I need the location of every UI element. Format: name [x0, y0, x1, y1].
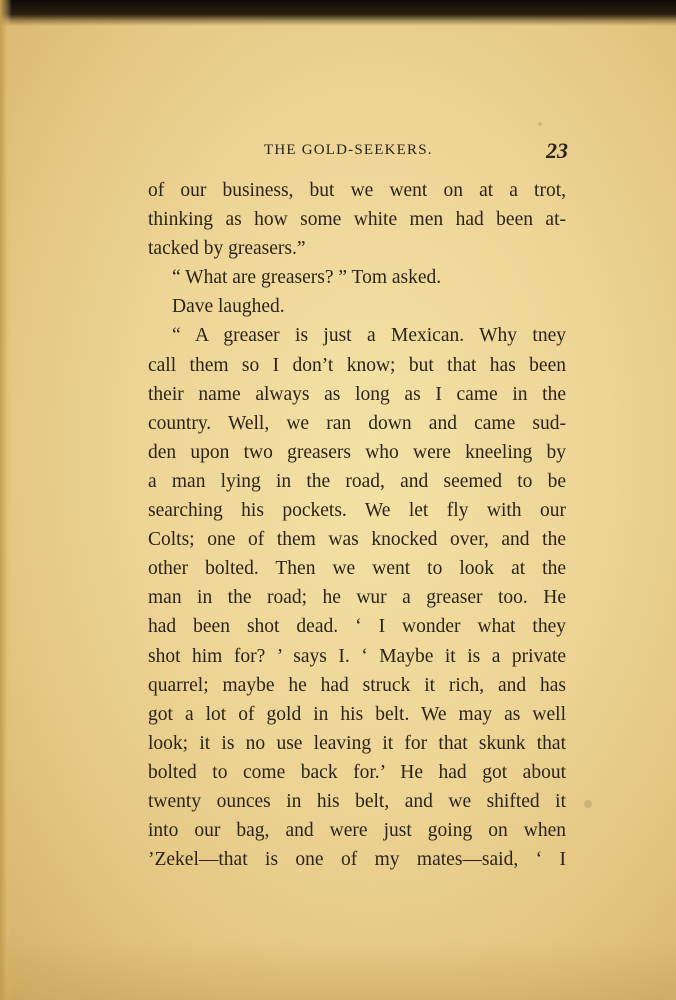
text-line: shot him for? ’ says I. ‘ Maybe it is a private [148, 645, 566, 667]
page-bottom-edge [0, 940, 676, 1000]
text-line: “ A greaser is just a Mexican. Why tney [172, 325, 566, 347]
text-line: bolted to come back for.’ He had got about [148, 761, 566, 783]
text-line: a man lying in the road, and seemed to be [148, 470, 566, 492]
text-line: of our business, but we went on at a trot, [148, 180, 566, 201]
text-line: twenty ounces in his belt, and we shifted it [148, 790, 566, 812]
text-line: country. Well, we ran down and came sud- [148, 412, 566, 434]
text-line: man in the road; he wur a greaser too. He [148, 587, 566, 609]
text-line: got a lot of gold in his belt. We may as well [148, 703, 566, 725]
page-gutter-edge [0, 0, 12, 1000]
paper-speck [538, 122, 542, 126]
text-line: had been shot dead. ‘ I wonder what they [148, 616, 566, 638]
text-line: “ What are greasers? ” Tom asked. [172, 267, 442, 289]
text-line: other bolted. Then we went to look at the [148, 558, 566, 580]
text-line: Dave laughed. [172, 296, 285, 318]
paper-speck [584, 800, 592, 808]
text-line: thinking as how some white men had been at- [148, 209, 566, 231]
text-line: call them so I don’t know; but that has been [148, 354, 566, 376]
page-number: 23 [546, 138, 568, 163]
page-top-shadow [0, 0, 676, 26]
text-line: look; it is no use leaving it for that skunk that [148, 732, 566, 754]
text-line: their name always as long as I came in the [148, 383, 566, 405]
body-text [148, 176, 566, 874]
running-head [148, 140, 568, 166]
text-line: ’Zekel—that is one of my mates—said, ‘ I [148, 849, 566, 871]
text-line: searching his pockets. We let fly with our [148, 500, 566, 522]
text-line: tacked by greasers.” [148, 238, 306, 260]
text-line: Colts; one of them was knocked over, and the [148, 529, 566, 551]
running-head-title: THE GOLD-SEEKERS. [264, 142, 433, 158]
text-line: into our bag, and were just going on when [148, 820, 566, 842]
text-line: den upon two greasers who were kneeling by [148, 441, 566, 463]
text-line: quarrel; maybe he had struck it rich, and has [148, 674, 566, 696]
